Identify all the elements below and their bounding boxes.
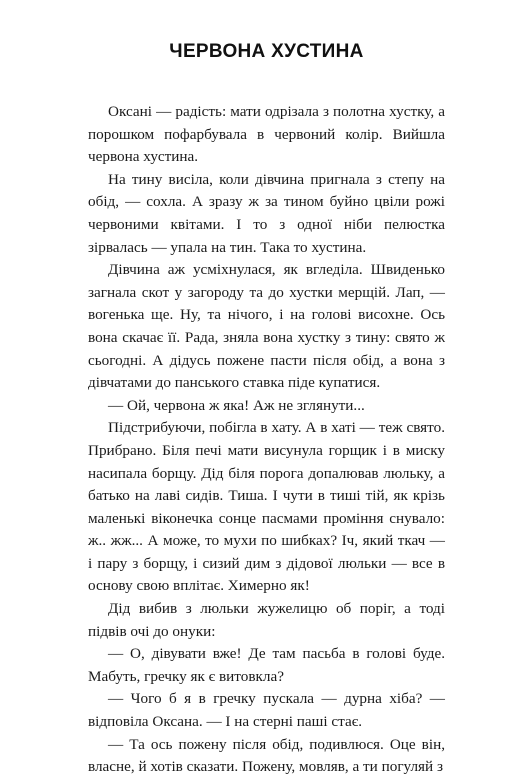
story-title: ЧЕРВОНА ХУСТИНА [169, 41, 364, 62]
paragraph: Дівчина аж усміхнулася, як вгледіла. Швиденько загнала скот у загороду та до хустки мерщій. Лап, — вогенька ще. Ну, та нічого, і на голові висохне. Ось вона скачає її. Рада, зняла вона хустку з тину: свято ж сьогодні. А дідусь пожене пасти після обід, а вона з дівчатами до панського ставка піде купатися. [88, 261, 445, 392]
document-page [88, 0, 445, 779]
paragraph: Дід вибив з люльки жужелицю об поріг, а тоді підвів очі до онуки: [88, 600, 445, 640]
story-body [88, 101, 445, 779]
paragraph: — Чого б я в гречку пускала — дурна хіба? — відповіла Оксана. — І на стерні паші стає. [88, 690, 445, 731]
paragraph: Оксані — радість: мати одрізала з полотна хустку, а порошком пофарбувала в червоний колір. Вийшла червона хустина. [88, 103, 445, 166]
paragraph: Підстрибуючи, побігла в хату. А в хаті — теж свято. Прибрано. Біля печі мати висунула горщик і в миску насипала борщу. Дід біля порога допалював люльку, а батько на лаві сидів. Тиша. І чути в тиші тій, як крізь маленькі віконечка сонце пасмами проміння снувало: ж.. жж... А може, то мухи по шибках? Іч, який ткач — і пару з борщу, і сизий дим з дідової люльки — все в основу свою вплітає. Химерно як! [88, 419, 445, 595]
paragraph: — О, дівувати вже! Де там пасьба в голові буде. Мабуть, гречку як є витовкла? [88, 645, 445, 685]
paragraph: — Ой, червона ж яка! Аж не зглянути... [108, 396, 365, 414]
paragraph: На тину висіла, коли дівчина пригнала з степу на обід, — сохла. А зразу ж за тином буйно цвіли рожі червоними квітами. І то з одної ніби пелюстка зірвалась — упала на тин. Така то хустина. [88, 170, 445, 256]
paragraph: — Та ось пожену після обід, подивлюся. Оце він, власне, й хотів сказати. Пожену, мовляв, а ти погуляй з [88, 735, 445, 776]
